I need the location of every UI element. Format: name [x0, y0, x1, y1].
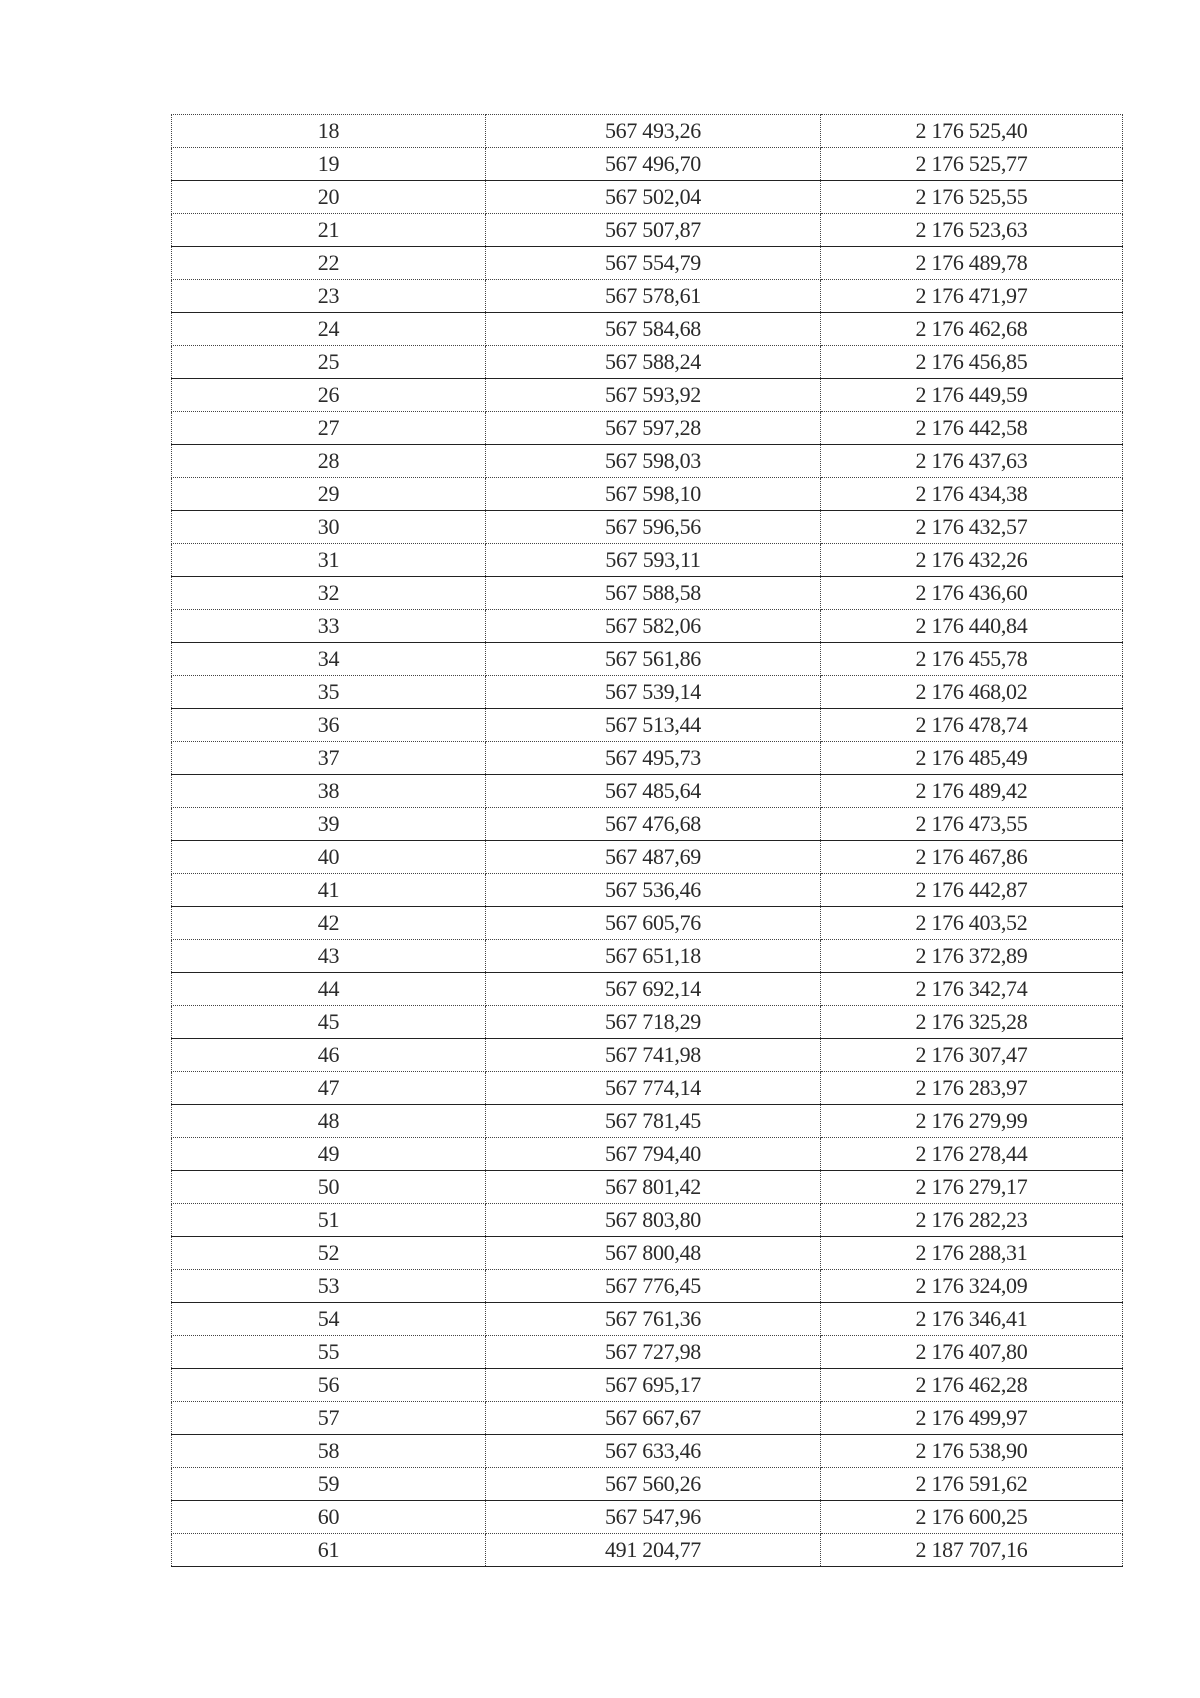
point-number-cell: 25	[172, 346, 486, 379]
table-row	[172, 1138, 1123, 1171]
point-number-cell: 23	[172, 280, 486, 313]
x-coordinate-cell: 567 598,03	[486, 445, 821, 478]
x-coordinate-cell: 567 761,36	[486, 1303, 821, 1336]
point-number-cell: 59	[172, 1468, 486, 1501]
point-number-cell: 29	[172, 478, 486, 511]
point-number-cell: 37	[172, 742, 486, 775]
point-number-cell: 24	[172, 313, 486, 346]
x-coordinate-cell: 567 560,26	[486, 1468, 821, 1501]
table-row	[172, 1501, 1123, 1534]
table-row	[172, 1204, 1123, 1237]
table-row	[172, 973, 1123, 1006]
point-number-cell: 33	[172, 610, 486, 643]
y-coordinate-cell: 2 176 468,02	[821, 676, 1123, 709]
table-row	[172, 1369, 1123, 1402]
x-coordinate-cell: 567 667,67	[486, 1402, 821, 1435]
point-number-cell: 19	[172, 148, 486, 181]
x-coordinate-cell: 567 554,79	[486, 247, 821, 280]
y-coordinate-cell: 2 176 523,63	[821, 214, 1123, 247]
table-row	[172, 313, 1123, 346]
y-coordinate-cell: 2 176 432,57	[821, 511, 1123, 544]
point-number-cell: 30	[172, 511, 486, 544]
y-coordinate-cell: 2 176 471,97	[821, 280, 1123, 313]
table-row	[172, 1006, 1123, 1039]
table-row	[172, 346, 1123, 379]
x-coordinate-cell: 567 774,14	[486, 1072, 821, 1105]
table-row	[172, 742, 1123, 775]
x-coordinate-cell: 567 547,96	[486, 1501, 821, 1534]
y-coordinate-cell: 2 176 342,74	[821, 973, 1123, 1006]
point-number-cell: 46	[172, 1039, 486, 1072]
table-row	[172, 940, 1123, 973]
table-row	[172, 412, 1123, 445]
x-coordinate-cell: 567 596,56	[486, 511, 821, 544]
y-coordinate-cell: 2 176 525,55	[821, 181, 1123, 214]
x-coordinate-cell: 567 561,86	[486, 643, 821, 676]
table-row	[172, 808, 1123, 841]
point-number-cell: 39	[172, 808, 486, 841]
point-number-cell: 35	[172, 676, 486, 709]
x-coordinate-cell: 567 588,58	[486, 577, 821, 610]
x-coordinate-cell: 491 204,77	[486, 1534, 821, 1567]
y-coordinate-cell: 2 176 449,59	[821, 379, 1123, 412]
point-number-cell: 43	[172, 940, 486, 973]
x-coordinate-cell: 567 495,73	[486, 742, 821, 775]
x-coordinate-cell: 567 741,98	[486, 1039, 821, 1072]
table-row	[172, 676, 1123, 709]
table-row	[172, 775, 1123, 808]
point-number-cell: 34	[172, 643, 486, 676]
point-number-cell: 36	[172, 709, 486, 742]
point-number-cell: 42	[172, 907, 486, 940]
point-number-cell: 58	[172, 1435, 486, 1468]
point-number-cell: 49	[172, 1138, 486, 1171]
table-row	[172, 1303, 1123, 1336]
point-number-cell: 41	[172, 874, 486, 907]
point-number-cell: 52	[172, 1237, 486, 1270]
point-number-cell: 21	[172, 214, 486, 247]
y-coordinate-cell: 2 176 600,25	[821, 1501, 1123, 1534]
y-coordinate-cell: 2 176 432,26	[821, 544, 1123, 577]
x-coordinate-cell: 567 597,28	[486, 412, 821, 445]
point-number-cell: 51	[172, 1204, 486, 1237]
table-row	[172, 148, 1123, 181]
x-coordinate-cell: 567 776,45	[486, 1270, 821, 1303]
y-coordinate-cell: 2 176 279,99	[821, 1105, 1123, 1138]
table-row	[172, 1435, 1123, 1468]
point-number-cell: 61	[172, 1534, 486, 1567]
table-row	[172, 709, 1123, 742]
x-coordinate-cell: 567 593,11	[486, 544, 821, 577]
point-number-cell: 40	[172, 841, 486, 874]
x-coordinate-cell: 567 781,45	[486, 1105, 821, 1138]
y-coordinate-cell: 2 176 279,17	[821, 1171, 1123, 1204]
point-number-cell: 55	[172, 1336, 486, 1369]
y-coordinate-cell: 2 176 525,77	[821, 148, 1123, 181]
y-coordinate-cell: 2 176 442,87	[821, 874, 1123, 907]
point-number-cell: 48	[172, 1105, 486, 1138]
y-coordinate-cell: 2 176 307,47	[821, 1039, 1123, 1072]
y-coordinate-cell: 2 176 324,09	[821, 1270, 1123, 1303]
y-coordinate-cell: 2 176 467,86	[821, 841, 1123, 874]
point-number-cell: 26	[172, 379, 486, 412]
x-coordinate-cell: 567 718,29	[486, 1006, 821, 1039]
y-coordinate-cell: 2 176 538,90	[821, 1435, 1123, 1468]
x-coordinate-cell: 567 803,80	[486, 1204, 821, 1237]
table-row	[172, 643, 1123, 676]
table-row	[172, 379, 1123, 412]
table-row	[172, 1237, 1123, 1270]
x-coordinate-cell: 567 800,48	[486, 1237, 821, 1270]
y-coordinate-cell: 2 176 346,41	[821, 1303, 1123, 1336]
table-row	[172, 841, 1123, 874]
y-coordinate-cell: 2 187 707,16	[821, 1534, 1123, 1567]
point-number-cell: 56	[172, 1369, 486, 1402]
table-row	[172, 1270, 1123, 1303]
table-row	[172, 1468, 1123, 1501]
point-number-cell: 54	[172, 1303, 486, 1336]
table-row	[172, 544, 1123, 577]
y-coordinate-cell: 2 176 440,84	[821, 610, 1123, 643]
point-number-cell: 28	[172, 445, 486, 478]
table-row	[172, 1105, 1123, 1138]
table-row	[172, 214, 1123, 247]
y-coordinate-cell: 2 176 437,63	[821, 445, 1123, 478]
x-coordinate-cell: 567 493,26	[486, 115, 821, 148]
y-coordinate-cell: 2 176 436,60	[821, 577, 1123, 610]
x-coordinate-cell: 567 727,98	[486, 1336, 821, 1369]
table-row	[172, 874, 1123, 907]
x-coordinate-cell: 567 502,04	[486, 181, 821, 214]
x-coordinate-cell: 567 536,46	[486, 874, 821, 907]
x-coordinate-cell: 567 582,06	[486, 610, 821, 643]
y-coordinate-cell: 2 176 489,78	[821, 247, 1123, 280]
y-coordinate-cell: 2 176 442,58	[821, 412, 1123, 445]
table-row	[172, 1534, 1123, 1567]
table-row	[172, 1336, 1123, 1369]
x-coordinate-cell: 567 588,24	[486, 346, 821, 379]
y-coordinate-cell: 2 176 282,23	[821, 1204, 1123, 1237]
x-coordinate-cell: 567 695,17	[486, 1369, 821, 1402]
y-coordinate-cell: 2 176 478,74	[821, 709, 1123, 742]
y-coordinate-cell: 2 176 372,89	[821, 940, 1123, 973]
x-coordinate-cell: 567 513,44	[486, 709, 821, 742]
point-number-cell: 32	[172, 577, 486, 610]
x-coordinate-cell: 567 539,14	[486, 676, 821, 709]
point-number-cell: 18	[172, 115, 486, 148]
y-coordinate-cell: 2 176 455,78	[821, 643, 1123, 676]
table-row	[172, 478, 1123, 511]
x-coordinate-cell: 567 507,87	[486, 214, 821, 247]
x-coordinate-cell: 567 584,68	[486, 313, 821, 346]
table-row	[172, 610, 1123, 643]
y-coordinate-cell: 2 176 591,62	[821, 1468, 1123, 1501]
point-number-cell: 60	[172, 1501, 486, 1534]
y-coordinate-cell: 2 176 456,85	[821, 346, 1123, 379]
x-coordinate-cell: 567 651,18	[486, 940, 821, 973]
table-row	[172, 1171, 1123, 1204]
x-coordinate-cell: 567 487,69	[486, 841, 821, 874]
point-number-cell: 31	[172, 544, 486, 577]
y-coordinate-cell: 2 176 278,44	[821, 1138, 1123, 1171]
point-number-cell: 47	[172, 1072, 486, 1105]
table-row	[172, 1072, 1123, 1105]
x-coordinate-cell: 567 692,14	[486, 973, 821, 1006]
y-coordinate-cell: 2 176 489,42	[821, 775, 1123, 808]
point-number-cell: 44	[172, 973, 486, 1006]
y-coordinate-cell: 2 176 499,97	[821, 1402, 1123, 1435]
y-coordinate-cell: 2 176 288,31	[821, 1237, 1123, 1270]
y-coordinate-cell: 2 176 407,80	[821, 1336, 1123, 1369]
table-row	[172, 907, 1123, 940]
x-coordinate-cell: 567 593,92	[486, 379, 821, 412]
table-row	[172, 115, 1123, 148]
x-coordinate-cell: 567 485,64	[486, 775, 821, 808]
table-row	[172, 445, 1123, 478]
y-coordinate-cell: 2 176 525,40	[821, 115, 1123, 148]
table-row	[172, 280, 1123, 313]
point-number-cell: 50	[172, 1171, 486, 1204]
y-coordinate-cell: 2 176 283,97	[821, 1072, 1123, 1105]
x-coordinate-cell: 567 633,46	[486, 1435, 821, 1468]
x-coordinate-cell: 567 598,10	[486, 478, 821, 511]
x-coordinate-cell: 567 496,70	[486, 148, 821, 181]
y-coordinate-cell: 2 176 462,28	[821, 1369, 1123, 1402]
x-coordinate-cell: 567 605,76	[486, 907, 821, 940]
y-coordinate-cell: 2 176 434,38	[821, 478, 1123, 511]
table-row	[172, 181, 1123, 214]
point-number-cell: 22	[172, 247, 486, 280]
coordinates-table-body	[172, 115, 1123, 1567]
table-row	[172, 511, 1123, 544]
point-number-cell: 45	[172, 1006, 486, 1039]
x-coordinate-cell: 567 578,61	[486, 280, 821, 313]
x-coordinate-cell: 567 794,40	[486, 1138, 821, 1171]
x-coordinate-cell: 567 476,68	[486, 808, 821, 841]
point-number-cell: 57	[172, 1402, 486, 1435]
y-coordinate-cell: 2 176 485,49	[821, 742, 1123, 775]
table-row	[172, 247, 1123, 280]
coordinates-table	[171, 114, 1123, 1567]
point-number-cell: 53	[172, 1270, 486, 1303]
y-coordinate-cell: 2 176 325,28	[821, 1006, 1123, 1039]
y-coordinate-cell: 2 176 403,52	[821, 907, 1123, 940]
x-coordinate-cell: 567 801,42	[486, 1171, 821, 1204]
y-coordinate-cell: 2 176 462,68	[821, 313, 1123, 346]
y-coordinate-cell: 2 176 473,55	[821, 808, 1123, 841]
point-number-cell: 27	[172, 412, 486, 445]
table-row	[172, 1402, 1123, 1435]
point-number-cell: 20	[172, 181, 486, 214]
point-number-cell: 38	[172, 775, 486, 808]
table-row	[172, 1039, 1123, 1072]
table-row	[172, 577, 1123, 610]
